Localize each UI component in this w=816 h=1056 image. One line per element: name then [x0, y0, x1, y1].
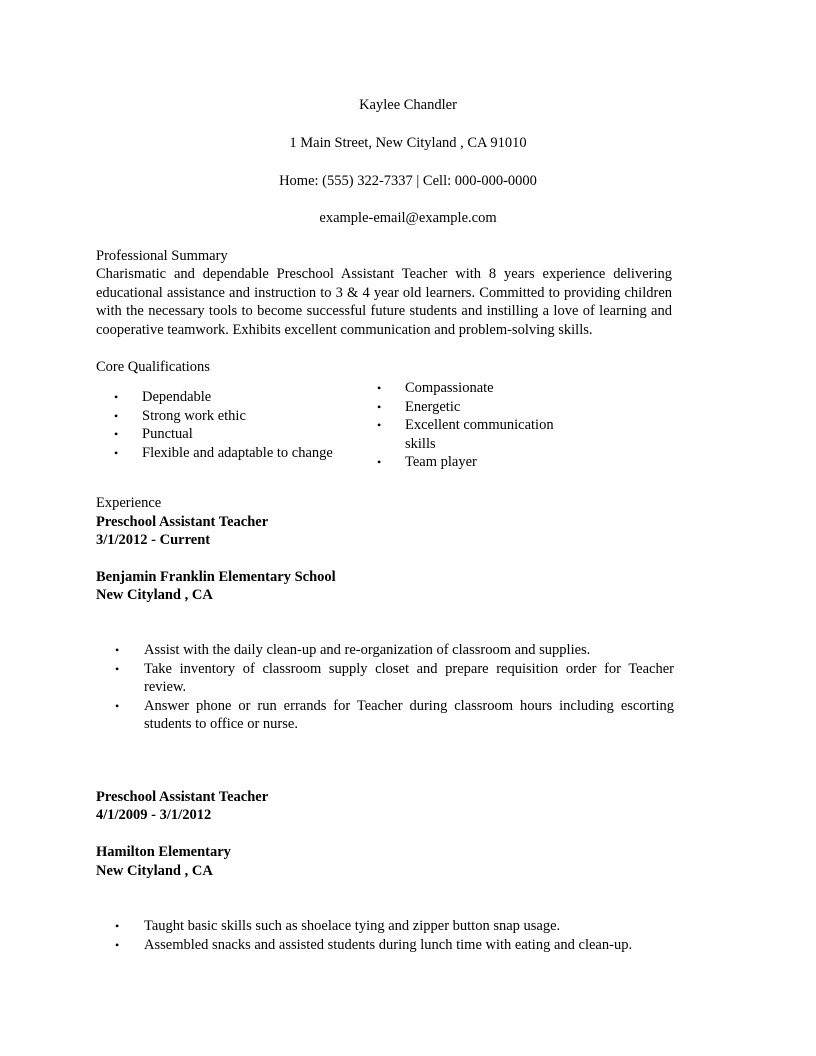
list-item: • Compassionate: [377, 380, 494, 396]
list-item: • Dependable: [114, 389, 212, 405]
bullet-icon: •: [377, 418, 382, 432]
bullet-icon: •: [377, 399, 382, 414]
experience-heading: Experience: [96, 495, 162, 511]
job-employer: Benjamin Franklin Elementary School: [96, 569, 336, 585]
job-duties-list: [96, 917, 674, 954]
bullet-icon: •: [114, 445, 119, 460]
job-title: Preschool Assistant Teacher: [96, 514, 269, 530]
list-item: • Excellent communication skills: [377, 417, 554, 452]
bullet-icon: •: [115, 661, 120, 676]
bullet-icon: •: [115, 643, 120, 657]
qualifications-heading: Core Qualifications: [96, 359, 210, 375]
list-item: • Assembled snacks and assisted students during lunch time with eating and clean-up.: [115, 936, 633, 953]
summary-heading: Professional Summary: [96, 248, 228, 264]
list-item: • Strong work ethic: [114, 407, 246, 424]
list-item: • Take inventory of classroom supply closet and prepare requisition order for Teacher review.: [115, 660, 674, 695]
job-dates: 4/1/2009 - 3/1/2012: [96, 807, 212, 823]
bullet-icon: •: [115, 937, 120, 952]
list-item: • Taught basic skills such as shoelace tying and zipper button snap usage.: [115, 918, 561, 934]
list-item: • Punctual: [114, 426, 193, 442]
bullet-icon: •: [114, 408, 119, 423]
qualifications-left-list: [96, 388, 356, 462]
bullet-icon: •: [115, 698, 120, 713]
job-duties-list: [96, 641, 674, 734]
list-item: • Energetic: [377, 398, 461, 415]
email-line: example-email@example.com: [319, 210, 497, 226]
address-line: 1 Main Street, New Cityland , CA 91010: [289, 135, 527, 151]
job-dates: 3/1/2012 - Current: [96, 532, 211, 548]
job-title: Preschool Assistant Teacher: [96, 789, 269, 805]
candidate-name: Kaylee Chandler: [359, 97, 457, 113]
bullet-icon: •: [377, 381, 382, 395]
qualifications-right-list: [359, 379, 569, 472]
bullet-icon: •: [377, 455, 382, 469]
bullet-icon: •: [114, 427, 119, 441]
summary-text: Charismatic and dependable Preschool Assistant Teacher with 8 years experience delivering educational assistance and instruction to 3 & 4 year old learners. Committed to providing children with the necessary tools to become successful future students and instilling a love of learning and cooperative teamwork. Exhibits excellent communication and problem-solving skills.: [96, 266, 672, 338]
bullet-icon: •: [115, 919, 120, 933]
list-item: • Flexible and adaptable to change: [114, 444, 333, 461]
bullet-icon: •: [114, 390, 119, 404]
job-location: New Cityland , CA: [96, 587, 213, 603]
phone-line: Home: (555) 322-7337 | Cell: 000-000-0000: [279, 173, 537, 189]
job-location: New Cityland , CA: [96, 863, 213, 879]
list-item: • Assist with the daily clean-up and re-organization of classroom and supplies.: [115, 642, 591, 658]
list-item: • Team player: [377, 454, 477, 470]
job-employer: Hamilton Elementary: [96, 844, 231, 860]
list-item: • Answer phone or run errands for Teacher during classroom hours including escorting students to office or nurse.: [115, 697, 674, 732]
